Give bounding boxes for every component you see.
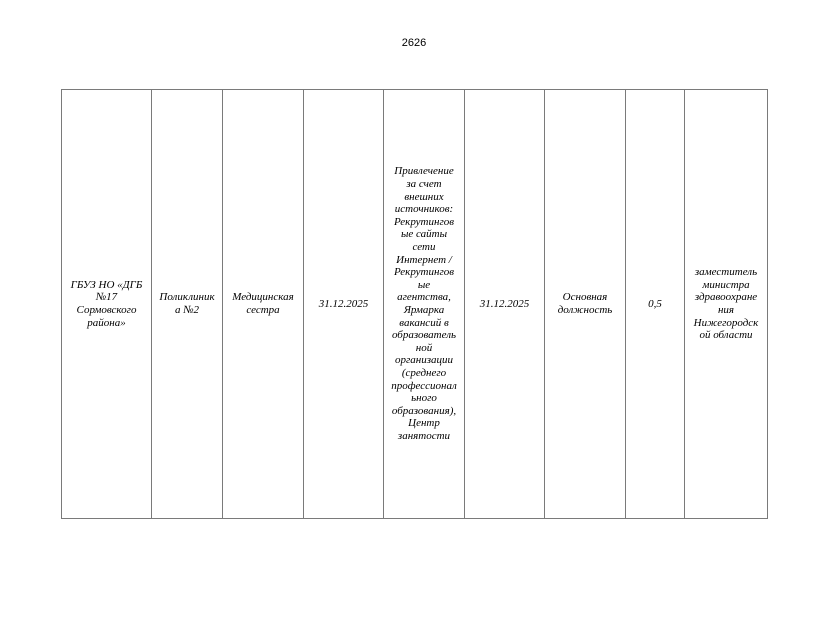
table-row	[62, 90, 768, 519]
position-cell: Медицинская сестра	[223, 90, 304, 519]
date-cell: 31.12.2025	[304, 90, 384, 519]
data-table	[61, 89, 768, 519]
rate-cell: 0,5	[626, 90, 685, 519]
organization-cell: ГБУЗ НО «ДГБ №17 Сормовского района»	[62, 90, 152, 519]
responsible-cell: заместитель министра здравоохране ния Нижегородск ой области	[685, 90, 768, 519]
deadline-cell: 31.12.2025	[465, 90, 545, 519]
page-number: 2626	[401, 37, 427, 49]
department-cell: Поликлиник а №2	[152, 90, 223, 519]
sources-cell: Привлечение за счет внешних источников: Рекрутингов ые сайты сети Интернет / Рекрутингов ые агентства, Ярмарка вакансий в образователь ной организации (среднего профессионал ьного образования), Центр занятости	[384, 90, 465, 519]
employment-type-cell: Основная должность	[545, 90, 626, 519]
